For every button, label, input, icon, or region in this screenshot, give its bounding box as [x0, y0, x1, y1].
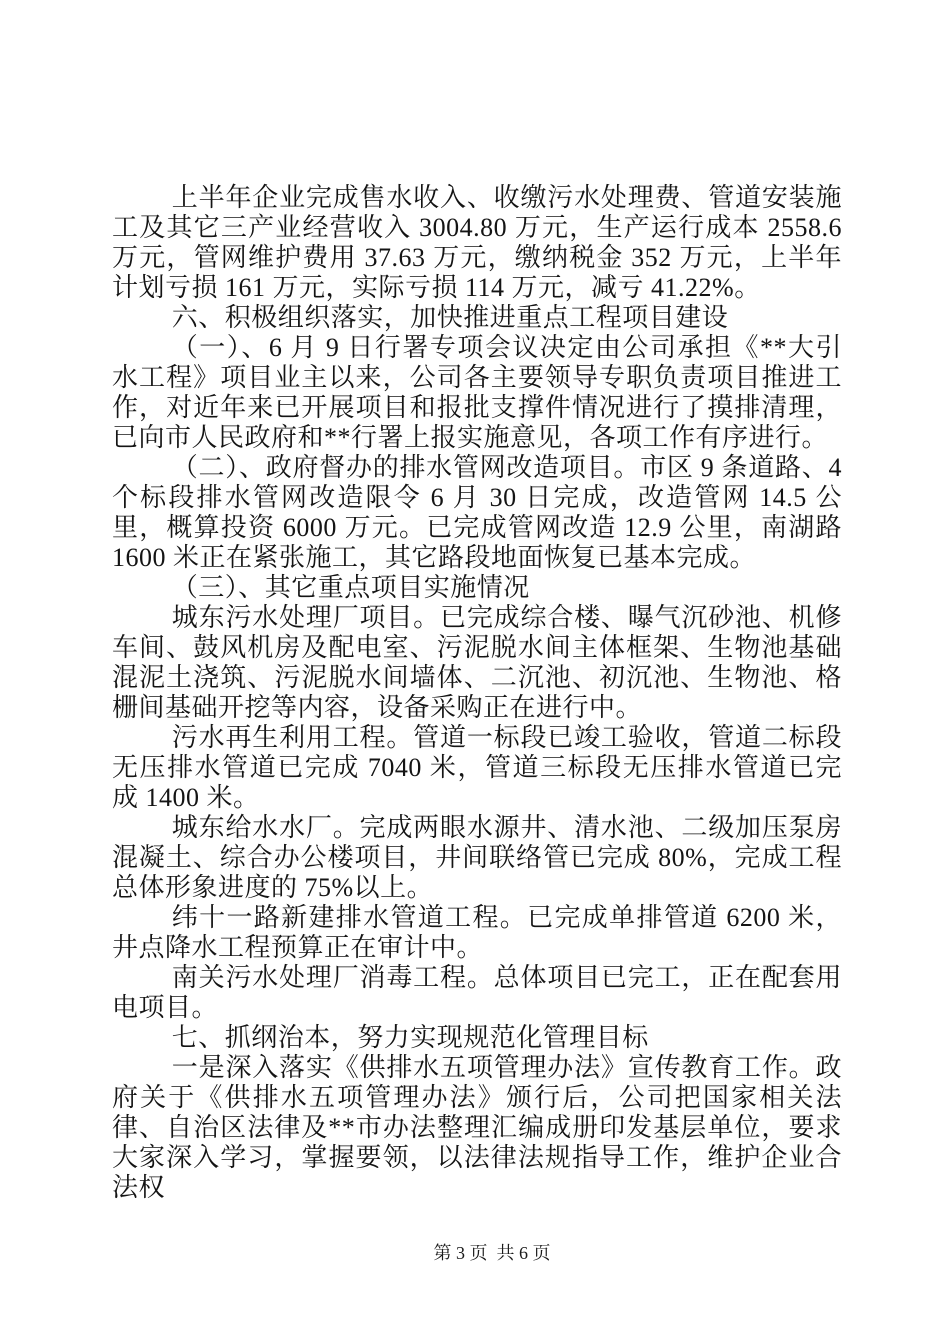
page-number-footer: 第 3 页 共 6 页 [433, 1243, 551, 1263]
section-heading-seven: 七、抓纲治本，努力实现规范化管理目标 [171, 1023, 649, 1052]
paragraph-water-reuse-project: 污水再生利用工程。管道一标段已竣工验收，管道二标段无压排水管道已完成 7040 米，管道三标段无压排水管道已完成 1400 米。 [112, 723, 842, 812]
paragraph-weishiyi-road-pipeline: 纬十一路新建排水管道工程。已完成单排管道 6200 米，井点降水工程预算正在审计中。 [112, 903, 842, 962]
paragraph-nanguan-disinfection: 南关污水处理厂消毒工程。总体项目已完工，正在配套用电项目。 [112, 963, 842, 1022]
subsection-heading-three: （三）、其它重点项目实施情况 [171, 573, 530, 602]
paragraph-chengdong-sewage-plant: 城东污水处理厂项目。已完成综合楼、曝气沉砂池、机修车间、鼓风机房及配电室、污泥脱水间主体框架、生物池基础混泥土浇筑、污泥脱水间墙体、二沉池、初沉池、生物池、格栅间基础开挖等内容，设备采购正在进行中。 [112, 603, 842, 722]
paragraph-chengdong-waterworks: 城东给水水厂。完成两眼水源井、清水池、二级加压泵房混凝土、综合办公楼项目，井间联络管已完成 80%，完成工程总体形象进度的 75%以上。 [112, 813, 842, 902]
paragraph-finance-summary: 上半年企业完成售水收入、收缴污水处理费、管道安装施工及其它三产业经营收入 3004.80 万元，生产运行成本 2558.6 万元，管网维护费用 37.63 万元，缴纳税金 352 万元，上半年计划亏损 161 万元，实际亏损 114 万元，减亏 41.22%。 [112, 183, 842, 302]
paragraph-management-measures: 一是深入落实《供排水五项管理办法》宣传教育工作。政府关于《供排水五项管理办法》颁行后，公司把国家相关法律、自治区法律及**市办法整理汇编成册印发基层单位，要求大家深入学习，掌握要领，以法律法规指导工作，维护企业合法权 [112, 1053, 842, 1202]
paragraph-item-two: （二）、政府督办的排水管网改造项目。市区 9 条道路、4 个标段排水管网改造限令 6 月 30 日完成，改造管网 14.5 公里，概算投资 6000 万元。已完成管网改造 12.9 公里，南湖路 1600 米正在紧张施工，其它路段地面恢复已基本完成。 [112, 453, 842, 572]
paragraph-item-one: （一）、6 月 9 日行署专项会议决定由公司承担《**大引水工程》项目业主以来，公司各主要领导专职负责项目推进工作，对近年来已开展项目和报批支撑件情况进行了摸排清理，已向市人民政府和**行署上报实施意见，各项工作有序进行。 [112, 333, 842, 452]
document-body [112, 183, 842, 1203]
section-heading-six: 六、积极组织落实，加快推进重点工程项目建设 [171, 303, 729, 332]
